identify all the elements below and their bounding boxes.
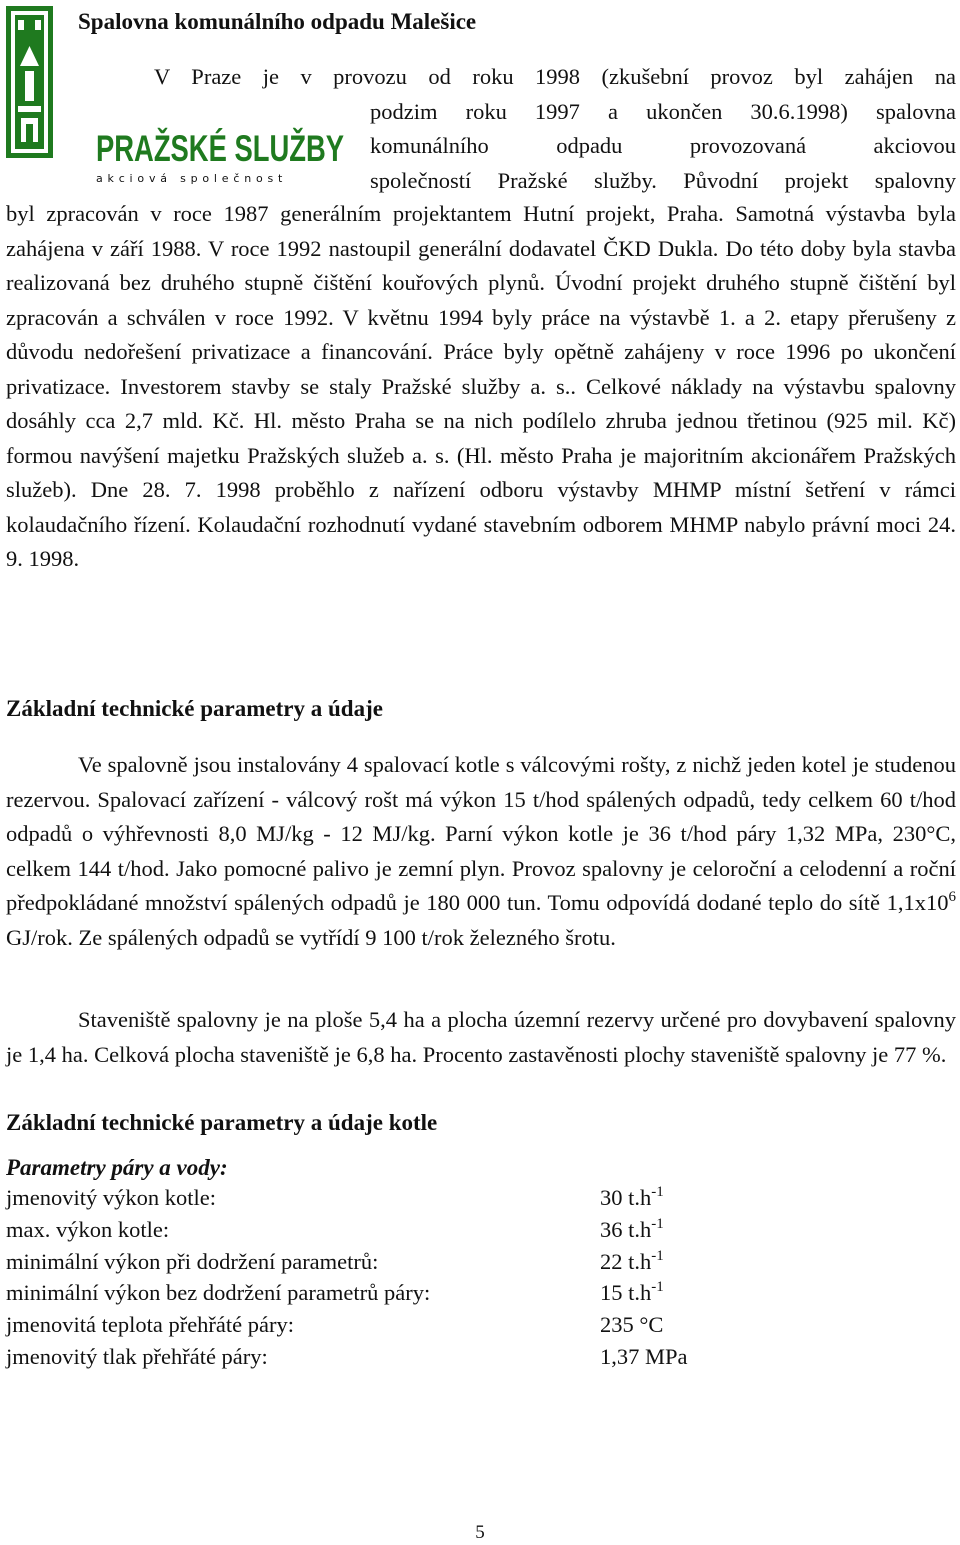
intro-line-3: komunálního odpadu provozovaná akciovou	[370, 133, 956, 158]
param-value: 1,37 MPa	[600, 1344, 688, 1369]
logo-wordmark-text: PRAŽSKÉ SLUŽBY	[96, 128, 432, 169]
param-label: jmenovitá teplota přehřáté páry:	[6, 1312, 295, 1337]
section1-paragraph-2: Staveniště spalovny je na ploše 5,4 ha a plocha územní rezervy určené pro dovybavení spalovny je 1,4 ha. Celková plocha staveniště je 6,8 ha. Procento zastavěnosti plochy staveniště spalovny je 77 %.	[6, 1007, 956, 1067]
intro-line-1: V Praze je v provozu od roku 1998 (zkušební provoz byl zahájen na	[154, 64, 956, 89]
param-row	[6, 1182, 726, 1214]
section-heading-boiler-parameters: Základní technické parametry a údaje kotle	[6, 1110, 438, 1135]
page-title: Spalovna komunálního odpadu Malešice	[78, 9, 477, 34]
section1-paragraph-1	[6, 748, 956, 955]
params-subheading: Parametry páry a vody:	[6, 1155, 228, 1180]
section1-paragraph-1-end: GJ/rok. Ze spálených odpadů se vytřídí 9 100 t/rok železného šrotu.	[6, 924, 616, 950]
logo-subtitle: akciová společnost	[96, 172, 288, 185]
logo-wordmark	[96, 127, 432, 169]
param-label: max. výkon kotle:	[6, 1217, 170, 1242]
intro-line-4: společností Pražské služby. Původní projekt spalovny	[370, 167, 956, 193]
intro-paragraph: byl zpracován v roce 1987 generálním projektantem Hutní projekt, Praha. Samotná výstavba byla zahájena v září 1988. V roce 1992 nastoupil generální dodavatel ČKD Dukla. Do této doby byla stavba realizovaná bez druhého stupně čištění kouřových plynů. Úvodní projekt druhého stupně čištění byl zpracován a schválen v roce 1992. V květnu 1994 byly práce na výstavbě 1. a 2. etapy přerušeny z důvodu nedořešení privatizace a financování. Práce byly opětně zahájeny v roce 1996 po ukončení privatizace. Investorem stavby se staly Pražské služby a. s.. Celkové náklady na výstavbu spalovny dosáhly cca 2,7 mld. Kč. Hl. město Praha se na nich podílelo zhruba jednou třetinou (925 mil. Kč) formou navýšení majetku Pražských služeb a. s. (Hl. město Praha je majoritním akcionářem Pražských služeb). Dne 28. 7. 1998 proběhlo z nařízení odboru výstavby MHMP místní šetření v rámci kolaudačního řízení. Kolaudační rozhodnutí vydané stavebním odborem MHMP nabylo právní moci 24. 9. 1998.	[6, 201, 956, 571]
param-label: jmenovitý tlak přehřáté páry:	[6, 1344, 268, 1369]
param-label: minimální výkon při dodržení parametrů:	[6, 1249, 379, 1274]
param-row	[6, 1341, 726, 1373]
section-heading-basic-parameters: Základní technické parametry a údaje	[6, 696, 383, 721]
param-value: 36 $t.h^{-1}$	[600, 1216, 664, 1242]
param-row	[6, 1309, 726, 1341]
param-value: 30 $t.h^{-1}$	[600, 1184, 664, 1210]
param-row	[6, 1214, 726, 1246]
param-row	[6, 1277, 726, 1309]
section1-paragraph-1-text: Ve spalovně jsou instalovány 4 spalovací kotle s válcovými rošty, z nichž jeden kotel je studenou rezervou. Spalovací zařízení - válcový rošt má výkon 15 t/hod spálených odpadů, tedy celkem 60 t/hod odpadů o výhřevnosti 8,0 MJ/kg - 12 MJ/kg. Parní výkon kotle je 36 t/hod páry 1,32 MPa, 230°C, celkem 144 t/hod. Jako pomocné palivo je zemní plyn. Provoz spalovny je celoroční a celodenní a roční předpokládané množství spálených odpadů je 180 000 tun. Tomu odpovídá dodané teplo do sítě 1,1x10	[6, 752, 956, 915]
param-label: jmenovitý výkon kotle:	[6, 1185, 216, 1210]
prague-services-emblem-icon	[6, 6, 53, 158]
param-value: 235 °C	[600, 1312, 664, 1337]
intro-line-2: podzim roku 1997 a ukončen 30.6.1998) spalovna	[370, 98, 956, 124]
param-label: minimální výkon bez dodržení parametrů páry:	[6, 1280, 431, 1305]
param-value: 22 $t.h^{-1}$	[600, 1248, 664, 1274]
param-value: 15 $t.h^{-1}$	[600, 1279, 664, 1305]
page-number: 5	[475, 1522, 485, 1543]
company-logo	[96, 127, 432, 193]
exponent: 6	[948, 889, 956, 905]
param-row	[6, 1246, 726, 1278]
